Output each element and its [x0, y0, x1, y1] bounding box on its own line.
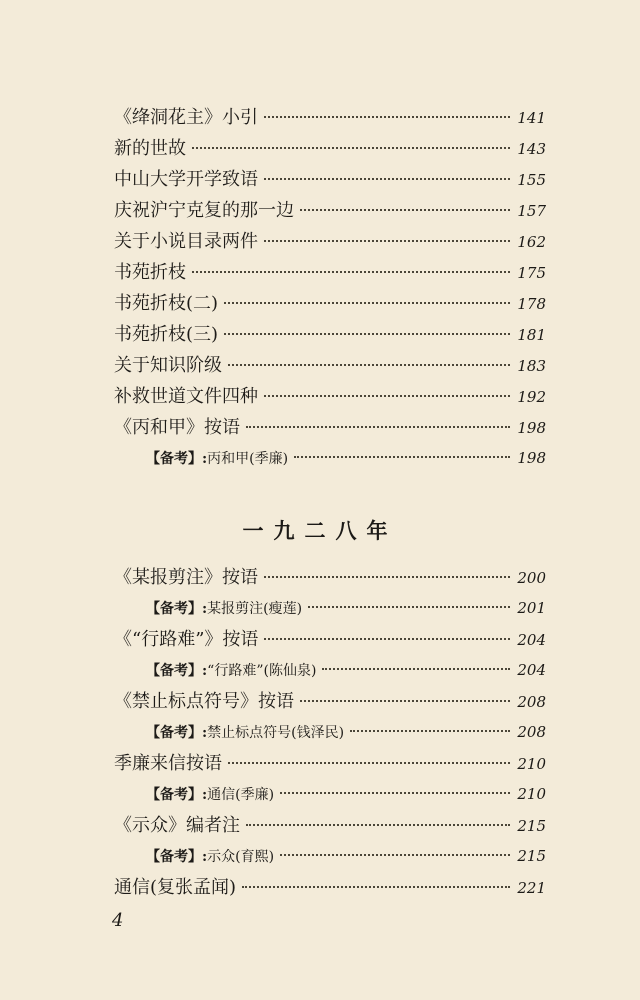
entry-title: 书苑折枝(二) [114, 293, 219, 314]
entry-page-number: 192 [517, 388, 546, 406]
entry-page-number: 178 [517, 295, 546, 313]
toc-entry [114, 748, 546, 779]
entry-page-number: 215 [517, 817, 546, 835]
entry-title: 通信(季廉) [207, 787, 275, 803]
entry-page-number: 215 [517, 847, 546, 865]
dot-leader [224, 333, 510, 335]
dot-leader [264, 638, 510, 640]
entry-title: 某报剪注(瘦莲) [207, 601, 303, 617]
entry-page-number: 175 [517, 264, 546, 282]
toc-entry [114, 257, 546, 288]
entry-page-number: 143 [517, 140, 546, 158]
toc-entry [114, 381, 546, 412]
dot-leader [264, 240, 510, 242]
entry-page-number: 162 [517, 233, 546, 251]
dot-leader [264, 395, 510, 397]
toc-subentry [114, 593, 546, 624]
entry-title: 示众(育熙) [207, 849, 275, 865]
entry-page-number: 183 [517, 357, 546, 375]
entry-title: 《示众》编者注 [114, 815, 240, 836]
dot-leader [242, 886, 510, 888]
note-label: 【备考】: [146, 849, 208, 865]
toc-entry [114, 412, 546, 443]
entry-page-number: 204 [517, 631, 546, 649]
toc-subentry [114, 841, 546, 872]
dot-leader [228, 364, 510, 366]
toc-entry [114, 872, 546, 903]
entry-title: 《“行路难”》按语 [114, 629, 259, 650]
toc-entry [114, 686, 546, 717]
dot-leader [264, 116, 510, 118]
dot-leader [280, 792, 510, 794]
entry-page-number: 155 [517, 171, 546, 189]
toc-entry [114, 195, 546, 226]
dot-leader [192, 271, 510, 273]
dot-leader [280, 854, 510, 856]
dot-leader [264, 576, 510, 578]
page-number: 4 [112, 910, 124, 931]
dot-leader [294, 456, 510, 458]
entry-page-number: 181 [517, 326, 546, 344]
entry-title: “行路难”(陈仙泉) [207, 663, 317, 679]
entry-title: 《丙和甲》按语 [114, 417, 240, 438]
toc-entry [114, 133, 546, 164]
toc-subentry [114, 779, 546, 810]
entry-title: 补救世道文件四种 [114, 386, 258, 407]
entry-title: 关于小说目录两件 [114, 231, 258, 252]
toc-subentry [114, 443, 546, 474]
toc-entry [114, 226, 546, 257]
entry-page-number: 157 [517, 202, 546, 220]
entry-title: 《某报剪注》按语 [114, 567, 258, 588]
dot-leader [246, 426, 510, 428]
dot-leader [322, 668, 510, 670]
year-heading: 一九二八年 [242, 518, 398, 543]
entry-title: 《禁止标点符号》按语 [114, 691, 294, 712]
toc-section-2 [114, 562, 546, 903]
entry-title: 书苑折枝 [114, 262, 186, 283]
toc-entry [114, 164, 546, 195]
toc-entry [114, 624, 546, 655]
note-label: 【备考】: [146, 451, 208, 467]
toc-subentry [114, 655, 546, 686]
entry-title: 通信(复张孟闻) [114, 877, 237, 898]
entry-title: 丙和甲(季廉) [207, 451, 289, 467]
entry-title: 关于知识阶级 [114, 355, 222, 376]
entry-page-number: 210 [517, 785, 546, 803]
entry-page-number: 208 [517, 693, 546, 711]
entry-page-number: 208 [517, 723, 546, 741]
toc-section-1 [114, 102, 546, 474]
toc-entry [114, 319, 546, 350]
dot-leader [350, 730, 510, 732]
note-label: 【备考】: [146, 787, 208, 803]
toc-entry [114, 102, 546, 133]
entry-title: 庆祝沪宁克复的那一边 [114, 200, 294, 221]
entry-page-number: 210 [517, 755, 546, 773]
entry-title: 中山大学开学致语 [114, 169, 258, 190]
entry-page-number: 198 [517, 449, 546, 467]
toc-entry [114, 562, 546, 593]
dot-leader [224, 302, 510, 304]
entry-page-number: 204 [517, 661, 546, 679]
dot-leader [308, 606, 510, 608]
note-label: 【备考】: [146, 725, 208, 741]
toc-entry [114, 350, 546, 381]
dot-leader [300, 700, 510, 702]
dot-leader [192, 147, 510, 149]
entry-page-number: 141 [517, 109, 546, 127]
dot-leader [264, 178, 510, 180]
note-label: 【备考】: [146, 663, 208, 679]
dot-leader [228, 762, 510, 764]
toc-entry [114, 810, 546, 841]
entry-title: 书苑折枝(三) [114, 324, 219, 345]
entry-page-number: 201 [517, 599, 546, 617]
toc-entry [114, 288, 546, 319]
entry-title: 季廉来信按语 [114, 753, 222, 774]
entry-title: 《绛洞花主》小引 [114, 107, 258, 128]
toc-subentry [114, 717, 546, 748]
entry-title: 禁止标点符号(钱泽民) [207, 725, 345, 741]
note-label: 【备考】: [146, 601, 208, 617]
entry-page-number: 198 [517, 419, 546, 437]
entry-page-number: 200 [517, 569, 546, 587]
dot-leader [300, 209, 510, 211]
entry-title: 新的世故 [114, 138, 186, 159]
dot-leader [246, 824, 510, 826]
entry-page-number: 221 [517, 879, 546, 897]
